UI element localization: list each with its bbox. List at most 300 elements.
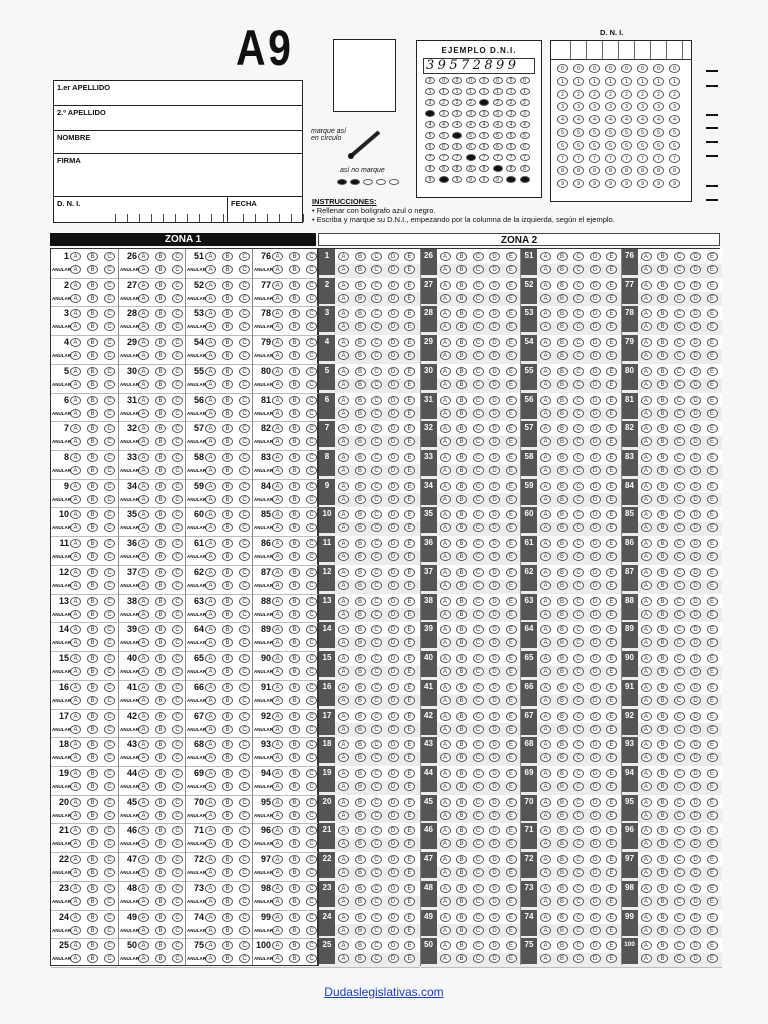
- anular-bubble[interactable]: B: [456, 811, 467, 820]
- option-bubble[interactable]: C: [371, 769, 382, 778]
- dni-digit-bubble[interactable]: 7: [605, 154, 616, 163]
- anular-bubble[interactable]: A: [272, 294, 283, 303]
- dni-digit-bubble[interactable]: 1: [573, 77, 584, 86]
- anular-bubble[interactable]: A: [138, 839, 149, 848]
- option-bubble[interactable]: B: [557, 367, 568, 376]
- option-bubble[interactable]: C: [674, 884, 685, 893]
- apellido1-field[interactable]: [53, 80, 303, 108]
- anular-bubble[interactable]: C: [239, 638, 250, 647]
- anular-bubble[interactable]: B: [155, 495, 166, 504]
- anular-bubble[interactable]: C: [104, 954, 115, 963]
- option-bubble[interactable]: D: [690, 683, 701, 692]
- option-bubble[interactable]: C: [104, 252, 115, 261]
- option-bubble[interactable]: D: [388, 941, 399, 950]
- option-bubble[interactable]: D: [388, 424, 399, 433]
- anular-bubble[interactable]: C: [573, 265, 584, 274]
- anular-bubble[interactable]: D: [690, 638, 701, 647]
- option-bubble[interactable]: A: [440, 597, 451, 606]
- option-bubble[interactable]: C: [674, 826, 685, 835]
- anular-bubble[interactable]: B: [456, 753, 467, 762]
- option-bubble[interactable]: A: [338, 625, 349, 634]
- option-bubble[interactable]: A: [540, 625, 551, 634]
- anular-bubble[interactable]: C: [239, 696, 250, 705]
- anular-bubble[interactable]: B: [557, 495, 568, 504]
- option-bubble[interactable]: C: [104, 625, 115, 634]
- zone1-answer-grid[interactable]: [50, 248, 318, 966]
- anular-bubble[interactable]: C: [306, 437, 317, 446]
- dni-digit-bubble[interactable]: 3: [573, 102, 584, 111]
- option-bubble[interactable]: D: [590, 941, 601, 950]
- option-bubble[interactable]: A: [440, 855, 451, 864]
- option-bubble[interactable]: C: [306, 625, 317, 634]
- option-bubble[interactable]: C: [172, 281, 183, 290]
- option-bubble[interactable]: E: [707, 510, 718, 519]
- anular-bubble[interactable]: A: [440, 380, 451, 389]
- option-bubble[interactable]: C: [473, 424, 484, 433]
- anular-bubble[interactable]: B: [155, 552, 166, 561]
- option-bubble[interactable]: E: [404, 625, 415, 634]
- anular-bubble[interactable]: B: [456, 294, 467, 303]
- anular-bubble[interactable]: D: [690, 926, 701, 935]
- option-bubble[interactable]: A: [641, 281, 652, 290]
- anular-bubble[interactable]: E: [606, 523, 617, 532]
- anular-bubble[interactable]: C: [371, 523, 382, 532]
- option-bubble[interactable]: C: [239, 913, 250, 922]
- option-bubble[interactable]: D: [388, 367, 399, 376]
- option-bubble[interactable]: E: [506, 826, 517, 835]
- anular-bubble[interactable]: E: [404, 926, 415, 935]
- option-bubble[interactable]: B: [456, 740, 467, 749]
- option-bubble[interactable]: E: [506, 654, 517, 663]
- anular-bubble[interactable]: A: [338, 954, 349, 963]
- option-bubble[interactable]: C: [473, 568, 484, 577]
- anular-bubble[interactable]: E: [506, 495, 517, 504]
- anular-bubble[interactable]: A: [540, 552, 551, 561]
- anular-bubble[interactable]: E: [707, 753, 718, 762]
- option-bubble[interactable]: B: [222, 712, 233, 721]
- anular-bubble[interactable]: B: [657, 322, 668, 331]
- option-bubble[interactable]: E: [707, 625, 718, 634]
- option-bubble[interactable]: A: [440, 625, 451, 634]
- anular-bubble[interactable]: B: [657, 868, 668, 877]
- option-bubble[interactable]: B: [657, 597, 668, 606]
- option-bubble[interactable]: D: [690, 424, 701, 433]
- anular-bubble[interactable]: B: [289, 581, 300, 590]
- anular-bubble[interactable]: D: [489, 380, 500, 389]
- option-bubble[interactable]: B: [557, 654, 568, 663]
- anular-bubble[interactable]: B: [222, 868, 233, 877]
- anular-bubble[interactable]: D: [489, 696, 500, 705]
- option-bubble[interactable]: B: [557, 539, 568, 548]
- option-bubble[interactable]: A: [540, 482, 551, 491]
- option-bubble[interactable]: D: [489, 539, 500, 548]
- anular-bubble[interactable]: C: [674, 523, 685, 532]
- anular-bubble[interactable]: C: [674, 581, 685, 590]
- anular-bubble[interactable]: C: [104, 839, 115, 848]
- anular-bubble[interactable]: B: [222, 897, 233, 906]
- option-bubble[interactable]: C: [172, 884, 183, 893]
- anular-bubble[interactable]: D: [489, 811, 500, 820]
- anular-bubble[interactable]: C: [371, 495, 382, 504]
- anular-bubble[interactable]: B: [456, 638, 467, 647]
- anular-bubble[interactable]: A: [641, 437, 652, 446]
- anular-bubble[interactable]: A: [338, 265, 349, 274]
- option-bubble[interactable]: B: [557, 424, 568, 433]
- anular-bubble[interactable]: D: [590, 523, 601, 532]
- option-bubble[interactable]: B: [355, 309, 366, 318]
- anular-bubble[interactable]: C: [371, 839, 382, 848]
- option-bubble[interactable]: A: [338, 654, 349, 663]
- option-bubble[interactable]: A: [641, 855, 652, 864]
- anular-bubble[interactable]: A: [70, 409, 81, 418]
- option-bubble[interactable]: A: [338, 281, 349, 290]
- option-bubble[interactable]: C: [371, 252, 382, 261]
- anular-bubble[interactable]: A: [440, 437, 451, 446]
- anular-bubble[interactable]: D: [590, 409, 601, 418]
- anular-bubble[interactable]: E: [506, 351, 517, 360]
- option-bubble[interactable]: B: [355, 769, 366, 778]
- anular-bubble[interactable]: D: [690, 839, 701, 848]
- option-bubble[interactable]: B: [87, 913, 98, 922]
- anular-bubble[interactable]: A: [70, 380, 81, 389]
- anular-bubble[interactable]: B: [657, 610, 668, 619]
- anular-bubble[interactable]: C: [573, 322, 584, 331]
- anular-bubble[interactable]: C: [371, 466, 382, 475]
- anular-bubble[interactable]: E: [606, 638, 617, 647]
- option-bubble[interactable]: A: [70, 252, 81, 261]
- anular-bubble[interactable]: B: [456, 409, 467, 418]
- option-bubble[interactable]: B: [87, 625, 98, 634]
- option-bubble[interactable]: B: [657, 396, 668, 405]
- anular-bubble[interactable]: E: [606, 294, 617, 303]
- anular-bubble[interactable]: C: [573, 696, 584, 705]
- option-bubble[interactable]: E: [707, 855, 718, 864]
- option-bubble[interactable]: C: [674, 568, 685, 577]
- anular-bubble[interactable]: D: [388, 495, 399, 504]
- anular-bubble[interactable]: E: [707, 638, 718, 647]
- option-bubble[interactable]: A: [641, 654, 652, 663]
- anular-bubble[interactable]: B: [355, 322, 366, 331]
- option-bubble[interactable]: C: [104, 798, 115, 807]
- anular-bubble[interactable]: A: [272, 667, 283, 676]
- anular-bubble[interactable]: C: [239, 437, 250, 446]
- dni-digit-bubble[interactable]: 8: [653, 166, 664, 175]
- anular-bubble[interactable]: A: [338, 437, 349, 446]
- option-bubble[interactable]: E: [606, 424, 617, 433]
- option-bubble[interactable]: C: [473, 769, 484, 778]
- option-bubble[interactable]: B: [657, 252, 668, 261]
- anular-bubble[interactable]: E: [404, 610, 415, 619]
- anular-bubble[interactable]: B: [456, 839, 467, 848]
- option-bubble[interactable]: B: [155, 769, 166, 778]
- anular-bubble[interactable]: E: [404, 552, 415, 561]
- anular-bubble[interactable]: E: [707, 322, 718, 331]
- option-bubble[interactable]: D: [388, 740, 399, 749]
- anular-bubble[interactable]: A: [272, 638, 283, 647]
- dni-digit-bubble[interactable]: 8: [573, 166, 584, 175]
- option-bubble[interactable]: E: [506, 712, 517, 721]
- anular-bubble[interactable]: D: [590, 638, 601, 647]
- option-bubble[interactable]: B: [657, 941, 668, 950]
- option-bubble[interactable]: B: [456, 453, 467, 462]
- option-bubble[interactable]: A: [272, 625, 283, 634]
- anular-bubble[interactable]: A: [138, 954, 149, 963]
- option-bubble[interactable]: D: [690, 740, 701, 749]
- dni-digit-bubble[interactable]: 9: [589, 179, 600, 188]
- zone2-answer-grid[interactable]: [318, 248, 720, 966]
- anular-bubble[interactable]: D: [489, 926, 500, 935]
- option-bubble[interactable]: D: [690, 913, 701, 922]
- dni-digit-bubble[interactable]: 5: [589, 128, 600, 137]
- anular-bubble[interactable]: D: [690, 581, 701, 590]
- anular-bubble[interactable]: B: [557, 466, 568, 475]
- anular-bubble[interactable]: D: [489, 322, 500, 331]
- anular-bubble[interactable]: B: [355, 294, 366, 303]
- option-bubble[interactable]: B: [222, 396, 233, 405]
- anular-bubble[interactable]: C: [306, 667, 317, 676]
- anular-bubble[interactable]: A: [641, 638, 652, 647]
- anular-bubble[interactable]: E: [506, 897, 517, 906]
- dni-digit-bubble[interactable]: 5: [605, 128, 616, 137]
- anular-bubble[interactable]: B: [557, 926, 568, 935]
- option-bubble[interactable]: E: [707, 597, 718, 606]
- anular-bubble[interactable]: B: [87, 322, 98, 331]
- option-bubble[interactable]: C: [104, 482, 115, 491]
- anular-bubble[interactable]: A: [138, 437, 149, 446]
- option-bubble[interactable]: D: [388, 597, 399, 606]
- option-bubble[interactable]: A: [338, 798, 349, 807]
- option-bubble[interactable]: C: [371, 941, 382, 950]
- option-bubble[interactable]: C: [104, 367, 115, 376]
- anular-bubble[interactable]: B: [155, 380, 166, 389]
- anular-bubble[interactable]: C: [674, 667, 685, 676]
- option-bubble[interactable]: A: [138, 568, 149, 577]
- anular-bubble[interactable]: A: [440, 897, 451, 906]
- anular-bubble[interactable]: C: [306, 725, 317, 734]
- anular-bubble[interactable]: C: [104, 552, 115, 561]
- anular-bubble[interactable]: C: [674, 294, 685, 303]
- option-bubble[interactable]: B: [557, 798, 568, 807]
- anular-bubble[interactable]: E: [606, 839, 617, 848]
- anular-bubble[interactable]: A: [138, 811, 149, 820]
- anular-bubble[interactable]: D: [690, 351, 701, 360]
- anular-bubble[interactable]: E: [404, 437, 415, 446]
- option-bubble[interactable]: B: [289, 367, 300, 376]
- option-bubble[interactable]: B: [222, 913, 233, 922]
- anular-bubble[interactable]: B: [355, 868, 366, 877]
- anular-bubble[interactable]: C: [306, 380, 317, 389]
- anular-bubble[interactable]: C: [371, 265, 382, 274]
- anular-bubble[interactable]: B: [289, 466, 300, 475]
- option-bubble[interactable]: B: [355, 597, 366, 606]
- option-bubble[interactable]: B: [557, 855, 568, 864]
- option-bubble[interactable]: B: [557, 597, 568, 606]
- option-bubble[interactable]: A: [70, 338, 81, 347]
- anular-bubble[interactable]: E: [506, 753, 517, 762]
- anular-bubble[interactable]: C: [371, 753, 382, 762]
- option-bubble[interactable]: C: [674, 309, 685, 318]
- anular-bubble[interactable]: A: [70, 610, 81, 619]
- option-bubble[interactable]: B: [355, 281, 366, 290]
- option-bubble[interactable]: B: [87, 252, 98, 261]
- option-bubble[interactable]: D: [388, 453, 399, 462]
- option-bubble[interactable]: D: [489, 855, 500, 864]
- anular-bubble[interactable]: C: [473, 581, 484, 590]
- option-bubble[interactable]: A: [338, 482, 349, 491]
- option-bubble[interactable]: A: [205, 424, 216, 433]
- option-bubble[interactable]: E: [606, 798, 617, 807]
- dni-digit-bubble[interactable]: 0: [605, 64, 616, 73]
- option-bubble[interactable]: C: [473, 712, 484, 721]
- anular-bubble[interactable]: A: [205, 523, 216, 532]
- option-bubble[interactable]: A: [641, 597, 652, 606]
- anular-bubble[interactable]: E: [707, 926, 718, 935]
- anular-bubble[interactable]: E: [404, 265, 415, 274]
- anular-bubble[interactable]: D: [590, 610, 601, 619]
- anular-bubble[interactable]: C: [172, 811, 183, 820]
- anular-bubble[interactable]: B: [456, 868, 467, 877]
- option-bubble[interactable]: A: [205, 884, 216, 893]
- option-bubble[interactable]: C: [674, 683, 685, 692]
- option-bubble[interactable]: B: [155, 855, 166, 864]
- dni-write-row[interactable]: [551, 41, 691, 60]
- anular-bubble[interactable]: C: [239, 294, 250, 303]
- anular-bubble[interactable]: D: [388, 638, 399, 647]
- anular-bubble[interactable]: C: [172, 667, 183, 676]
- option-bubble[interactable]: C: [573, 424, 584, 433]
- option-bubble[interactable]: C: [172, 769, 183, 778]
- option-bubble[interactable]: B: [657, 281, 668, 290]
- anular-bubble[interactable]: B: [87, 437, 98, 446]
- option-bubble[interactable]: B: [456, 712, 467, 721]
- anular-bubble[interactable]: C: [371, 725, 382, 734]
- option-bubble[interactable]: B: [657, 769, 668, 778]
- anular-bubble[interactable]: D: [690, 696, 701, 705]
- anular-bubble[interactable]: C: [104, 897, 115, 906]
- option-bubble[interactable]: A: [540, 769, 551, 778]
- option-bubble[interactable]: B: [557, 396, 568, 405]
- option-bubble[interactable]: C: [306, 798, 317, 807]
- anular-bubble[interactable]: B: [222, 610, 233, 619]
- option-bubble[interactable]: B: [289, 424, 300, 433]
- anular-bubble[interactable]: C: [674, 839, 685, 848]
- option-bubble[interactable]: C: [371, 712, 382, 721]
- anular-bubble[interactable]: B: [456, 466, 467, 475]
- option-bubble[interactable]: C: [674, 453, 685, 462]
- anular-bubble[interactable]: B: [657, 581, 668, 590]
- anular-bubble[interactable]: E: [506, 926, 517, 935]
- anular-bubble[interactable]: B: [222, 523, 233, 532]
- anular-bubble[interactable]: C: [573, 811, 584, 820]
- anular-bubble[interactable]: A: [440, 466, 451, 475]
- option-bubble[interactable]: D: [590, 252, 601, 261]
- option-bubble[interactable]: E: [606, 855, 617, 864]
- anular-bubble[interactable]: C: [371, 380, 382, 389]
- anular-bubble[interactable]: D: [388, 782, 399, 791]
- option-bubble[interactable]: E: [506, 396, 517, 405]
- anular-bubble[interactable]: C: [573, 725, 584, 734]
- anular-bubble[interactable]: C: [473, 868, 484, 877]
- anular-bubble[interactable]: A: [338, 466, 349, 475]
- anular-bubble[interactable]: B: [289, 495, 300, 504]
- anular-bubble[interactable]: E: [404, 753, 415, 762]
- option-bubble[interactable]: E: [707, 798, 718, 807]
- option-bubble[interactable]: C: [306, 740, 317, 749]
- option-bubble[interactable]: B: [87, 654, 98, 663]
- anular-bubble[interactable]: C: [573, 581, 584, 590]
- option-bubble[interactable]: A: [641, 941, 652, 950]
- anular-bubble[interactable]: C: [371, 581, 382, 590]
- option-bubble[interactable]: E: [606, 913, 617, 922]
- dni-digit-bubble[interactable]: 5: [621, 128, 632, 137]
- option-bubble[interactable]: A: [540, 424, 551, 433]
- anular-bubble[interactable]: A: [338, 495, 349, 504]
- option-bubble[interactable]: A: [440, 482, 451, 491]
- option-bubble[interactable]: A: [540, 453, 551, 462]
- anular-bubble[interactable]: E: [707, 466, 718, 475]
- option-bubble[interactable]: B: [155, 367, 166, 376]
- option-bubble[interactable]: B: [87, 281, 98, 290]
- anular-bubble[interactable]: B: [657, 552, 668, 561]
- anular-bubble[interactable]: D: [489, 725, 500, 734]
- anular-bubble[interactable]: A: [641, 610, 652, 619]
- anular-bubble[interactable]: B: [87, 409, 98, 418]
- anular-bubble[interactable]: D: [489, 495, 500, 504]
- option-bubble[interactable]: E: [506, 740, 517, 749]
- option-bubble[interactable]: C: [172, 913, 183, 922]
- option-bubble[interactable]: C: [172, 683, 183, 692]
- anular-bubble[interactable]: E: [707, 897, 718, 906]
- anular-bubble[interactable]: B: [456, 322, 467, 331]
- anular-bubble[interactable]: D: [590, 868, 601, 877]
- anular-bubble[interactable]: A: [641, 926, 652, 935]
- option-bubble[interactable]: A: [138, 712, 149, 721]
- option-bubble[interactable]: D: [388, 338, 399, 347]
- anular-bubble[interactable]: A: [138, 495, 149, 504]
- anular-bubble[interactable]: A: [70, 322, 81, 331]
- option-bubble[interactable]: C: [473, 654, 484, 663]
- option-bubble[interactable]: A: [138, 654, 149, 663]
- option-bubble[interactable]: B: [289, 539, 300, 548]
- option-bubble[interactable]: C: [306, 568, 317, 577]
- option-bubble[interactable]: C: [573, 769, 584, 778]
- anular-bubble[interactable]: A: [440, 294, 451, 303]
- anular-bubble[interactable]: A: [440, 811, 451, 820]
- anular-bubble[interactable]: B: [456, 380, 467, 389]
- option-bubble[interactable]: A: [205, 683, 216, 692]
- option-bubble[interactable]: A: [272, 367, 283, 376]
- anular-bubble[interactable]: C: [371, 868, 382, 877]
- anular-bubble[interactable]: B: [289, 782, 300, 791]
- option-bubble[interactable]: C: [473, 826, 484, 835]
- option-bubble[interactable]: C: [573, 252, 584, 261]
- option-bubble[interactable]: B: [557, 252, 568, 261]
- anular-bubble[interactable]: A: [205, 782, 216, 791]
- option-bubble[interactable]: D: [388, 769, 399, 778]
- option-bubble[interactable]: D: [489, 338, 500, 347]
- option-bubble[interactable]: C: [371, 453, 382, 462]
- anular-bubble[interactable]: E: [506, 552, 517, 561]
- dni-digit-bubble[interactable]: 9: [621, 179, 632, 188]
- dni-digit-bubble[interactable]: 3: [637, 102, 648, 111]
- anular-bubble[interactable]: A: [138, 409, 149, 418]
- anular-bubble[interactable]: E: [606, 581, 617, 590]
- option-bubble[interactable]: C: [104, 396, 115, 405]
- anular-bubble[interactable]: D: [388, 667, 399, 676]
- anular-bubble[interactable]: C: [674, 638, 685, 647]
- option-bubble[interactable]: C: [239, 884, 250, 893]
- anular-bubble[interactable]: A: [70, 437, 81, 446]
